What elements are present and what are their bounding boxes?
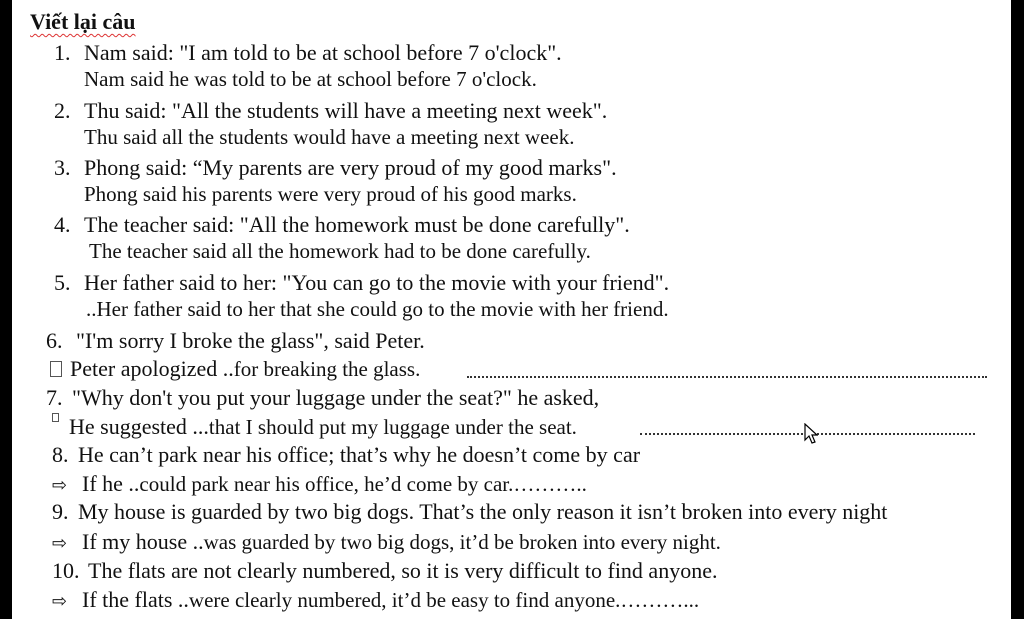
answer-prefix: If he .. [82, 471, 140, 496]
answer-8 [52, 471, 587, 497]
answer-prefix: If the flats .. [82, 587, 189, 612]
answer-trailing-dots: ……….. [513, 472, 587, 496]
question-9 [52, 499, 887, 525]
answer-text: that I should put my luggage under the seat. [208, 415, 577, 439]
item-number: 2. [54, 98, 71, 123]
answer-1: Nam said he was told to be at school before 7 o'clock. [84, 67, 537, 91]
question-text: Thu said: "All the students will have a meeting next week". [84, 98, 608, 123]
item-number: 1. [54, 40, 71, 65]
right-black-border [1011, 0, 1024, 619]
question-text: Phong said: “My parents are very proud of my good marks". [84, 155, 617, 180]
answer-6 [50, 356, 420, 382]
question-2 [54, 98, 607, 124]
mouse-cursor-icon [804, 423, 818, 445]
item-number: 5. [54, 270, 71, 295]
answer-text: was guarded by two big dogs, it’d be broken into every night. [203, 530, 721, 554]
answer-9 [52, 529, 721, 555]
question-text: "I'm sorry I broke the glass", said Peter. [76, 328, 425, 353]
item-number: 6. [46, 328, 63, 353]
question-text: "Why don't you put your luggage under the seat?" he asked, [72, 385, 600, 410]
question-8 [52, 442, 640, 468]
question-text: Nam said: "I am told to be at school before 7 o'clock". [84, 40, 562, 65]
left-black-border [0, 0, 12, 619]
question-text: The teacher said: "All the homework must be done carefully". [84, 212, 630, 237]
question-7 [46, 385, 599, 411]
answer-7 [52, 413, 577, 440]
answer-trailing-dots: ………... [620, 588, 700, 612]
question-text: The flats are not clearly numbered, so it is very difficult to find anyone. [88, 558, 718, 583]
question-10 [52, 558, 717, 584]
item-number: 7. [46, 385, 63, 410]
answer-text: were clearly numbered, it’d be easy to find anyone. [188, 588, 621, 612]
answer-10 [52, 587, 699, 613]
arrow-right-icon: ⇨ [52, 591, 68, 612]
answer-3: Phong said his parents were very proud of his good marks. [84, 182, 577, 206]
answer-text: could park near his office, he’d come by car. [139, 472, 514, 496]
arrow-right-icon: ⇨ [52, 533, 68, 554]
question-3 [54, 155, 617, 181]
item-number: 4. [54, 212, 71, 237]
answer-2: Thu said all the students would have a meeting next week. [84, 125, 575, 149]
question-1 [54, 40, 562, 66]
answer-5: ..Her father said to her that she could go to the movie with her friend. [86, 297, 669, 321]
page-title: Viết lại câu [30, 9, 136, 34]
checkbox-glyph-icon [50, 361, 62, 377]
item-number: 3. [54, 155, 71, 180]
answer-prefix: He suggested ... [69, 414, 209, 439]
item-number: 10. [52, 558, 80, 583]
answer-prefix: If my house .. [82, 529, 204, 554]
small-square-icon [52, 413, 59, 422]
question-6 [46, 328, 425, 354]
question-text: My house is guarded by two big dogs. That’s the only reason it isn’t broken into every night [78, 499, 888, 524]
answer-dotted-line [467, 376, 987, 378]
answer-prefix: Peter apologized .. [70, 356, 234, 381]
item-number: 8. [52, 442, 69, 467]
document-page [12, 0, 1010, 619]
question-4 [54, 212, 630, 238]
question-5 [54, 270, 669, 296]
answer-text: for breaking the glass. [233, 357, 421, 381]
question-text: Her father said to her: "You can go to the movie with your friend". [84, 270, 670, 295]
arrow-right-icon: ⇨ [52, 475, 68, 496]
item-number: 9. [52, 499, 69, 524]
answer-4: The teacher said all the homework had to be done carefully. [89, 239, 591, 263]
question-text: He can’t park near his office; that’s why he doesn’t come by car [78, 442, 641, 467]
